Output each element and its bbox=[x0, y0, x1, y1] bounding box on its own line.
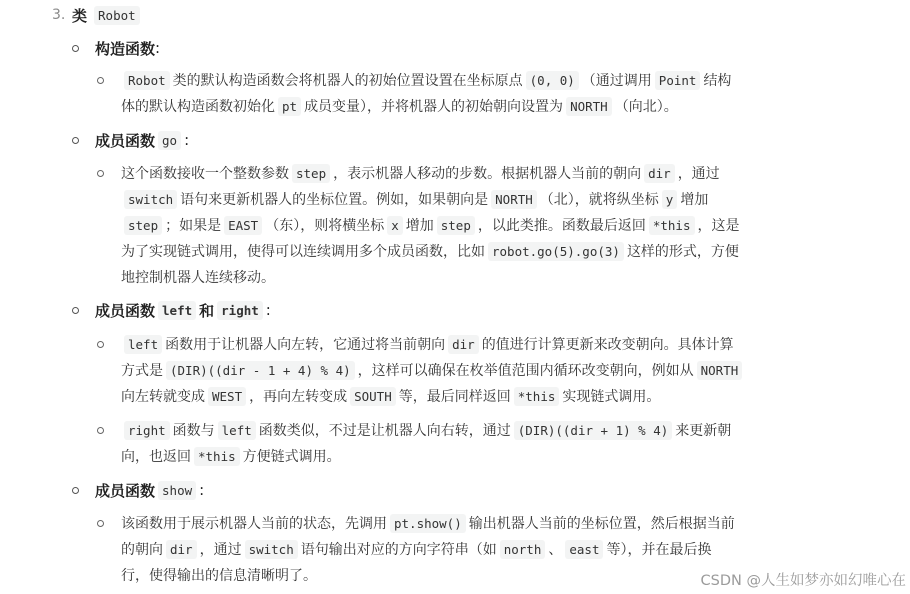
text-line: 该函数用于展示机器人当前的状态，先调用 pt.show() 输出机器人当前的坐标位置，然后根据当前 bbox=[121, 516, 735, 532]
list-item-constructor bbox=[97, 68, 827, 120]
section-code: left bbox=[158, 301, 196, 320]
bullet-icon bbox=[97, 341, 104, 348]
bullet-icon bbox=[72, 137, 79, 144]
text-line: Robot 类的默认构造函数会将机器人的初始位置设置在坐标原点 (0, 0) （通过调用 Point 结构 bbox=[121, 68, 827, 94]
text-line: step ；如果是 EAST （东），则将横坐标 x 增加 step ，以此类推。函数最后返回 *this ，这是 bbox=[121, 213, 827, 239]
bullet-icon bbox=[72, 307, 79, 314]
section-show bbox=[72, 479, 204, 501]
section-suffix: : bbox=[155, 39, 161, 57]
section-suffix: : bbox=[199, 481, 205, 499]
section-constructor bbox=[72, 37, 160, 59]
section-title: 成员函数 bbox=[95, 481, 156, 500]
section-code: go bbox=[158, 131, 181, 150]
bullet-icon bbox=[97, 520, 104, 527]
csdn-watermark: CSDN @人生如梦亦如幻唯心在 bbox=[700, 573, 906, 589]
section-code: show bbox=[158, 481, 196, 500]
section-title: 构造函数 bbox=[95, 39, 156, 58]
text-line: 行，使得输出的信息清晰明了。 bbox=[121, 568, 317, 584]
text-line: right 函数与 left 函数类似，不过是让机器人向右转，通过 (DIR)((dir + 1) % 4) 来更新朝 bbox=[121, 418, 827, 444]
section-suffix: : bbox=[184, 131, 190, 149]
text-line: 向左转就变成 WEST ，再向左转变成 SOUTH 等，最后同样返回 *this 实现链式调用。 bbox=[121, 389, 661, 405]
heading-word: 类 bbox=[72, 6, 88, 25]
section-title: 成员函数 bbox=[95, 301, 156, 320]
heading-code: Robot bbox=[94, 6, 140, 25]
bullet-icon bbox=[72, 45, 79, 52]
list-item-left bbox=[97, 332, 827, 410]
section-left-right bbox=[72, 299, 271, 321]
section-go bbox=[72, 129, 189, 151]
bullet-icon bbox=[97, 170, 104, 177]
list-item-go bbox=[97, 161, 827, 291]
text-line: 的朝向 dir ，通过 switch 语句输出对应的方向字符串（如 north 、 east 等），并在最后换 bbox=[121, 542, 712, 558]
text-line: switch 语句来更新机器人的坐标位置。例如，如果朝向是 NORTH （北），就将纵坐标 y 增加 bbox=[121, 187, 827, 213]
list-number: 3. bbox=[52, 7, 66, 23]
bullet-icon bbox=[97, 427, 104, 434]
bullet-icon bbox=[97, 77, 104, 84]
class-heading bbox=[52, 4, 143, 26]
section-code: right bbox=[217, 301, 263, 320]
text-line: 地控制机器人连续移动。 bbox=[121, 270, 275, 286]
section-mid: 和 bbox=[199, 301, 215, 320]
text-line: 体的默认构造函数初始化 pt 成员变量），并将机器人的初始朝向设置为 NORTH （向北）。 bbox=[121, 99, 678, 115]
section-title: 成员函数 bbox=[95, 131, 156, 150]
text-line: 这个函数接收一个整数参数 step ，表示机器人移动的步数。根据机器人当前的朝向 dir ，通过 bbox=[121, 166, 720, 182]
text-line: 方式是 (DIR)((dir - 1 + 4) % 4) ，这样可以确保在枚举值范围内循环改变朝向，例如从 NORTH bbox=[121, 358, 827, 384]
list-item-right bbox=[97, 418, 827, 470]
text-line: left 函数用于让机器人向左转，它通过将当前朝向 dir 的值进行计算更新来改变朝向。具体计算 bbox=[121, 332, 827, 358]
bullet-icon bbox=[72, 487, 79, 494]
text-line: 向，也返回 *this 方便链式调用。 bbox=[121, 449, 341, 465]
section-suffix: : bbox=[265, 301, 271, 319]
text-line: 为了实现链式调用，使得可以连续调用多个成员函数，比如 robot.go(5).go(3) 这样的形式，方便 bbox=[121, 244, 739, 260]
